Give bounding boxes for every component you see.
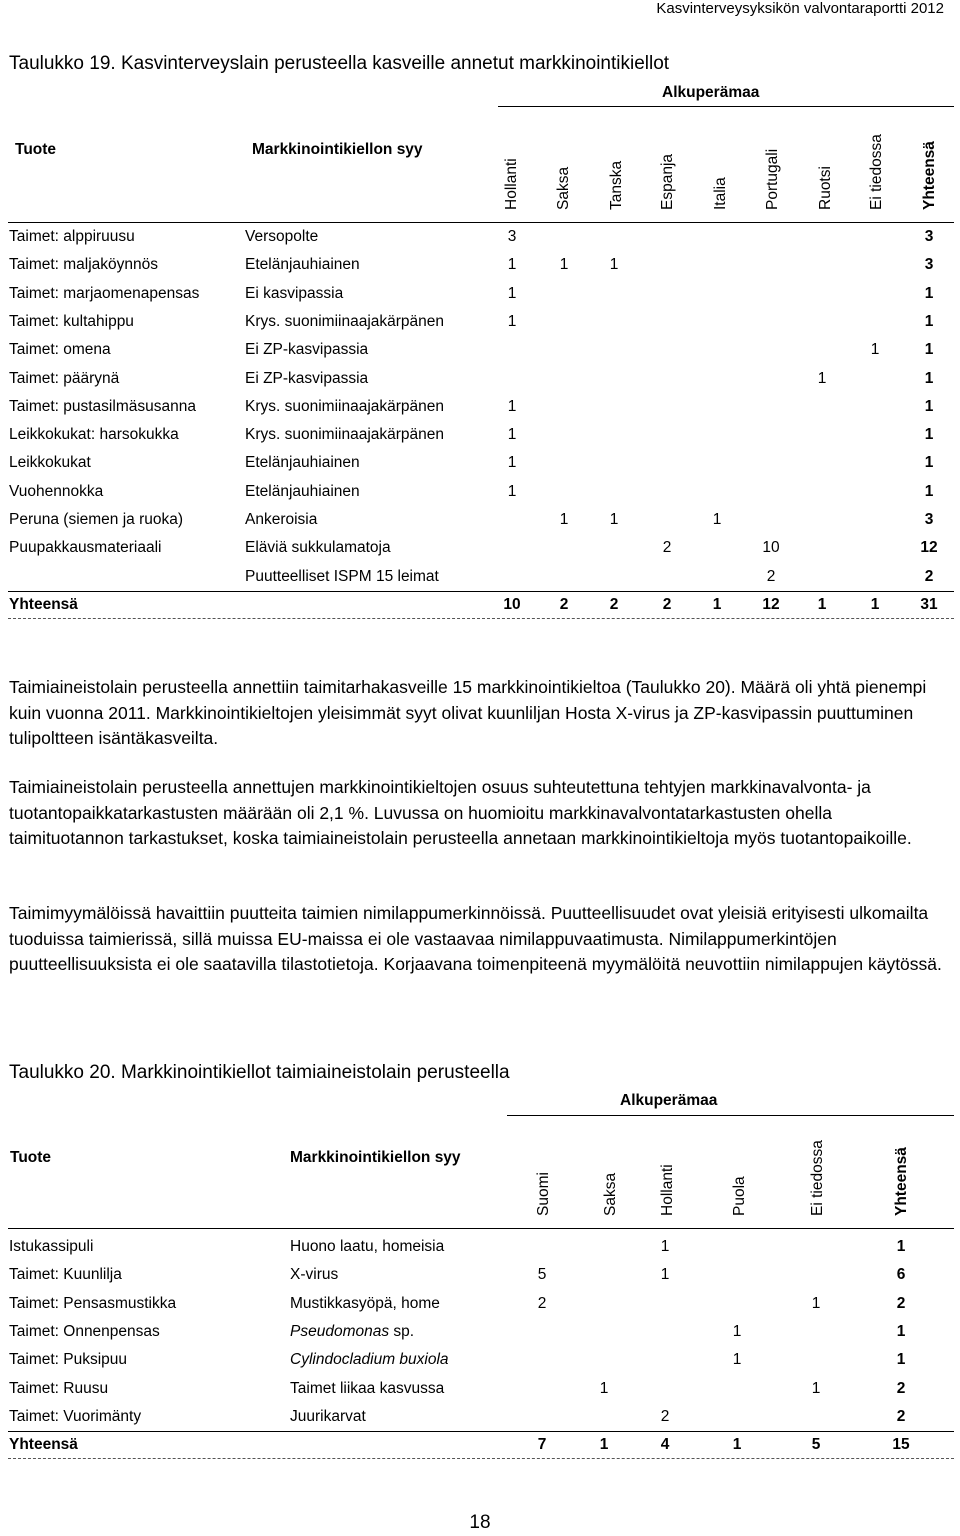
row-reason: Ei ZP-kasvipassia bbox=[245, 341, 369, 359]
row-reason: Krys. suonimiinaajakärpänen bbox=[245, 397, 445, 415]
row-value: 2 bbox=[924, 567, 934, 585]
row-reason: Krys. suonimiinaajakärpänen bbox=[245, 312, 445, 330]
row-value: 1 bbox=[559, 511, 569, 528]
paragraph: Taimiaineistolain perusteella annettiin taimitarhakasveille 15 markkinointikieltoa (Taulukko 20). Määrä oli yhtä pienempi kuin vuonna 2011. Markkinointikieltojen yleisimmät syyt olivat kuunliljan Hosta X-virus ja ZP-kasvipassin puuttuminen tulipoltteen isäntäkasveilta. bbox=[9, 677, 927, 748]
row-reason bbox=[290, 1351, 449, 1369]
row-product: Vuohennokka bbox=[9, 482, 104, 500]
row-value: 1 bbox=[896, 1322, 906, 1340]
total-value: 10 bbox=[503, 595, 521, 613]
table20-header-rule bbox=[8, 1228, 954, 1229]
t20-total-rule bbox=[8, 1431, 954, 1432]
paragraph: Taimiaineistolain perusteella annettujen markkinointikieltojen osuus suhteutettuna tehtyjen markkinavalvonta- ja tuotantopaikkatarkastusten määrään oli 2,1 %. Luvussa on huomioitu markkinavalvontatarkastusten ohella taimituotannon tarkastukset, koska taimiaineistolain perusteella annetaan markkinointikieltoja myös tuotantopaikoille. bbox=[9, 777, 912, 848]
row-value: 1 bbox=[896, 1351, 906, 1369]
row-value: 1 bbox=[609, 256, 619, 274]
reason-species: Cylindocladium buxiola bbox=[290, 1351, 449, 1369]
row-product: Istukassipuli bbox=[9, 1238, 94, 1255]
table20-col-product: Tuote bbox=[10, 1149, 52, 1166]
page-number: 18 bbox=[469, 1512, 491, 1533]
row-value: 3 bbox=[924, 511, 934, 528]
row-product: Peruna (siemen ja ruoka) bbox=[9, 511, 184, 528]
row-value: 1 bbox=[660, 1238, 670, 1255]
row-value: 1 bbox=[924, 482, 934, 500]
row-product: Taimet: Onnenpensas bbox=[9, 1322, 160, 1340]
row-value: 2 bbox=[660, 1407, 670, 1425]
row-value: 3 bbox=[924, 256, 934, 274]
row-value: 1 bbox=[924, 426, 934, 444]
row-product: Taimet: Puksipuu bbox=[9, 1351, 128, 1369]
row-reason: Ei ZP-kasvipassia bbox=[245, 369, 369, 387]
row-value: 2 bbox=[896, 1407, 906, 1425]
row-value: 1 bbox=[507, 256, 517, 274]
total-value: 1 bbox=[870, 595, 880, 613]
row-reason: Taimet liikaa kasvussa bbox=[290, 1379, 445, 1397]
row-reason: Huono laatu, homeisia bbox=[290, 1238, 445, 1255]
row-value: 1 bbox=[507, 426, 517, 444]
total-value: 1 bbox=[712, 595, 722, 613]
row-product: Taimet: marjaomenapensas bbox=[9, 284, 200, 302]
row-reason: Eläviä sukkulamatoja bbox=[245, 539, 391, 557]
row-value: 2 bbox=[896, 1379, 906, 1397]
row-value: 1 bbox=[811, 1294, 821, 1312]
row-value: 1 bbox=[507, 482, 517, 500]
row-value: 1 bbox=[896, 1238, 906, 1255]
row-reason: Etelänjauhiainen bbox=[245, 256, 360, 274]
row-value: 2 bbox=[662, 539, 672, 557]
row-product: Taimet: Kuunlilja bbox=[9, 1266, 122, 1284]
row-value: 5 bbox=[537, 1266, 547, 1284]
row-reason: Ankeroisia bbox=[245, 511, 318, 528]
total-value: 2 bbox=[559, 595, 569, 613]
row-value: 1 bbox=[507, 454, 517, 472]
row-reason bbox=[290, 1323, 414, 1341]
row-value: 1 bbox=[817, 369, 827, 387]
t20-country-header: Hollanti bbox=[659, 1164, 676, 1216]
table19-col-product: Tuote bbox=[15, 141, 57, 158]
total-label: Yhteensä bbox=[9, 595, 78, 613]
table19-col-reason: Markkinointikiellon syy bbox=[252, 141, 423, 158]
row-reason: Juurikarvat bbox=[290, 1407, 366, 1425]
total-value: 5 bbox=[811, 1436, 821, 1454]
row-value: 2 bbox=[766, 567, 776, 585]
reason-suffix: sp. bbox=[389, 1322, 415, 1340]
row-product: Taimet: omena bbox=[9, 341, 111, 359]
table20-caption: Taulukko 20. Markkinointikiellot taimiaineistolain perusteella bbox=[9, 1062, 510, 1083]
total-value: 1 bbox=[732, 1436, 742, 1454]
total-value: 1 bbox=[817, 595, 827, 613]
row-value: 1 bbox=[924, 312, 934, 330]
row-product: Taimet: Vuorimänty bbox=[9, 1407, 142, 1425]
row-value: 1 bbox=[599, 1379, 609, 1397]
row-reason: Ei kasvipassia bbox=[245, 284, 344, 302]
row-value: 1 bbox=[609, 511, 619, 528]
table19-origin-rule bbox=[498, 106, 954, 107]
row-value: 1 bbox=[924, 284, 934, 302]
t20-country-header: Ei tiedossa bbox=[809, 1140, 826, 1216]
t20-country-header: Suomi bbox=[535, 1172, 552, 1216]
row-value: 1 bbox=[924, 397, 934, 415]
t19-country-header: Portugali bbox=[764, 148, 781, 210]
t19-country-header: Saksa bbox=[555, 166, 572, 210]
row-product: Taimet: päärynä bbox=[9, 369, 120, 387]
t19-country-header: Ruotsi bbox=[817, 166, 834, 210]
t19-country-header: Hollanti bbox=[503, 158, 520, 210]
table19-caption: Taulukko 19. Kasvinterveyslain perusteella kasveille annetut markkinointikiellot bbox=[9, 53, 670, 74]
table19-origin-header: Alkuperämaa bbox=[662, 84, 760, 101]
total-value: 12 bbox=[762, 595, 780, 613]
total-label: Yhteensä bbox=[9, 1436, 78, 1454]
t19-country-header: Italia bbox=[712, 177, 729, 210]
t20-country-header: Yhteensä bbox=[893, 1147, 910, 1216]
row-reason: Versopolte bbox=[245, 228, 319, 245]
row-value: 1 bbox=[924, 369, 934, 387]
row-value: 1 bbox=[712, 511, 722, 528]
row-value: 1 bbox=[732, 1351, 742, 1369]
row-value: 1 bbox=[870, 341, 880, 359]
table20-origin-rule bbox=[507, 1115, 954, 1116]
table19-header-rule bbox=[8, 222, 954, 223]
row-value: 10 bbox=[762, 539, 780, 557]
t20-country-header: Saksa bbox=[602, 1172, 619, 1216]
row-value: 1 bbox=[924, 454, 934, 472]
row-reason: Etelänjauhiainen bbox=[245, 454, 360, 472]
row-value: 1 bbox=[507, 397, 517, 415]
row-product: Leikkokukat: harsokukka bbox=[9, 426, 179, 444]
table20-origin-header: Alkuperämaa bbox=[620, 1092, 718, 1109]
row-product: Taimet: maljaköynnös bbox=[9, 256, 159, 274]
row-reason: Krys. suonimiinaajakärpänen bbox=[245, 426, 445, 444]
running-header: Kasvinterveysyksikön valvontaraportti 2012 bbox=[656, 0, 944, 17]
row-product: Taimet: kultahippu bbox=[9, 312, 134, 330]
row-value: 2 bbox=[896, 1294, 906, 1312]
row-value: 1 bbox=[732, 1322, 742, 1340]
t19-country-header: Ei tiedossa bbox=[868, 134, 885, 210]
total-value: 31 bbox=[920, 595, 938, 613]
t19-country-header: Tanska bbox=[608, 160, 625, 210]
row-value: 1 bbox=[559, 256, 569, 274]
row-product: Taimet: Pensasmustikka bbox=[9, 1294, 177, 1312]
row-value: 1 bbox=[924, 341, 934, 359]
t19-country-header: Espanja bbox=[659, 153, 676, 210]
total-value: 7 bbox=[537, 1436, 547, 1454]
row-reason: Mustikkasyöpä, home bbox=[290, 1294, 440, 1312]
row-value: 2 bbox=[537, 1294, 547, 1312]
t19-total-rule bbox=[8, 591, 954, 592]
reason-species: Pseudomonas bbox=[290, 1322, 390, 1340]
total-value: 15 bbox=[892, 1436, 910, 1454]
t20-country-header: Puola bbox=[731, 1176, 748, 1216]
t19-bottom-rule bbox=[8, 618, 954, 619]
row-product: Puupakkausmateriaali bbox=[9, 539, 162, 557]
row-value: 1 bbox=[507, 312, 517, 330]
row-value: 3 bbox=[924, 228, 934, 245]
row-product: Leikkokukat bbox=[9, 454, 91, 472]
row-value: 6 bbox=[896, 1266, 906, 1284]
total-value: 1 bbox=[599, 1436, 609, 1454]
t19-country-header: Yhteensä bbox=[921, 141, 938, 210]
row-product: Taimet: alppiruusu bbox=[9, 228, 135, 245]
row-value: 1 bbox=[507, 284, 517, 302]
row-reason: Etelänjauhiainen bbox=[245, 482, 360, 500]
t20-bottom-rule bbox=[8, 1458, 954, 1459]
row-product: Taimet: pustasilmäsusanna bbox=[9, 397, 196, 415]
row-reason: X-virus bbox=[290, 1266, 339, 1284]
row-value: 1 bbox=[660, 1266, 670, 1284]
table20-col-reason: Markkinointikiellon syy bbox=[290, 1149, 461, 1166]
row-value: 3 bbox=[507, 228, 517, 245]
row-product: Taimet: Ruusu bbox=[9, 1379, 109, 1397]
row-reason: Puutteelliset ISPM 15 leimat bbox=[245, 567, 439, 585]
row-value: 12 bbox=[920, 539, 938, 557]
total-value: 2 bbox=[662, 595, 672, 613]
total-value: 2 bbox=[609, 595, 619, 613]
paragraph: Taimimyymälöissä havaittiin puutteita taimien nimilappumerkinnöissä. Puutteellisuudet ovat yleisiä erityisesti ulkomailta tuoduissa taimierissä, sillä muissa EU-maissa ei ole vastaavaa nimilappuvaatimusta. Nimilappumerkintöjen puutteellisuuksista ei ole saatavilla tilastotietoja. Korjaavana toimenpiteenä myymälöitä neuvottiin nimilappujen käytössä. bbox=[9, 903, 942, 974]
total-value: 4 bbox=[660, 1436, 670, 1454]
row-value: 1 bbox=[811, 1379, 821, 1397]
